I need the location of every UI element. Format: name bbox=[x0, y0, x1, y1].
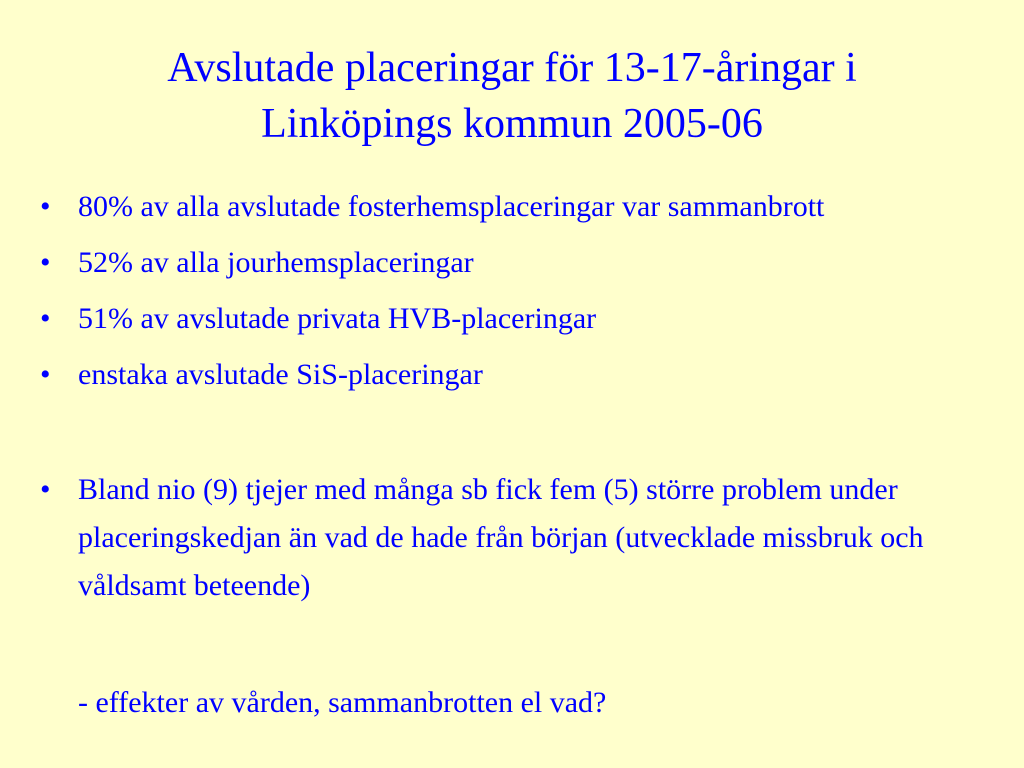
bullet-text: 80% av alla avslutade fosterhemsplaceringar var sammanbrott bbox=[78, 190, 825, 223]
title-line-2: Linköpings kommun 2005-06 bbox=[261, 101, 763, 147]
bullet-item-sis bbox=[40, 354, 980, 396]
bullet-icon: • bbox=[40, 302, 51, 335]
bullet-icon: • bbox=[40, 190, 51, 223]
bullet-item-foster-care bbox=[40, 186, 980, 228]
bullet-item-private-hvb bbox=[40, 298, 980, 340]
bullet-item-girls bbox=[40, 466, 980, 610]
title-line-1: Avslutade placeringar för 13-17-åringar i bbox=[167, 45, 857, 91]
bullet-icon: • bbox=[40, 246, 51, 279]
bullet-spacer bbox=[40, 410, 980, 452]
follow-up-question: - effekter av vården, sammanbrotten el vad? bbox=[78, 686, 607, 719]
slide-title bbox=[40, 40, 984, 152]
bullet-text: 52% av alla jourhemsplaceringar bbox=[78, 246, 474, 279]
bullet-text: 51% av avslutade privata HVB-placeringar bbox=[78, 302, 597, 335]
bullet-icon: • bbox=[40, 473, 51, 506]
bullet-list bbox=[40, 186, 980, 624]
bullet-icon: • bbox=[40, 358, 51, 391]
bullet-item-emergency-home bbox=[40, 242, 980, 284]
bullet-text: enstaka avslutade SiS-placeringar bbox=[78, 358, 483, 391]
bullet-text: Bland nio (9) tjejer med många sb fick fem (5) större problem under placeringskedjan än vad de hade från början (utvecklade missbruk och våldsamt beteende) bbox=[78, 473, 924, 602]
